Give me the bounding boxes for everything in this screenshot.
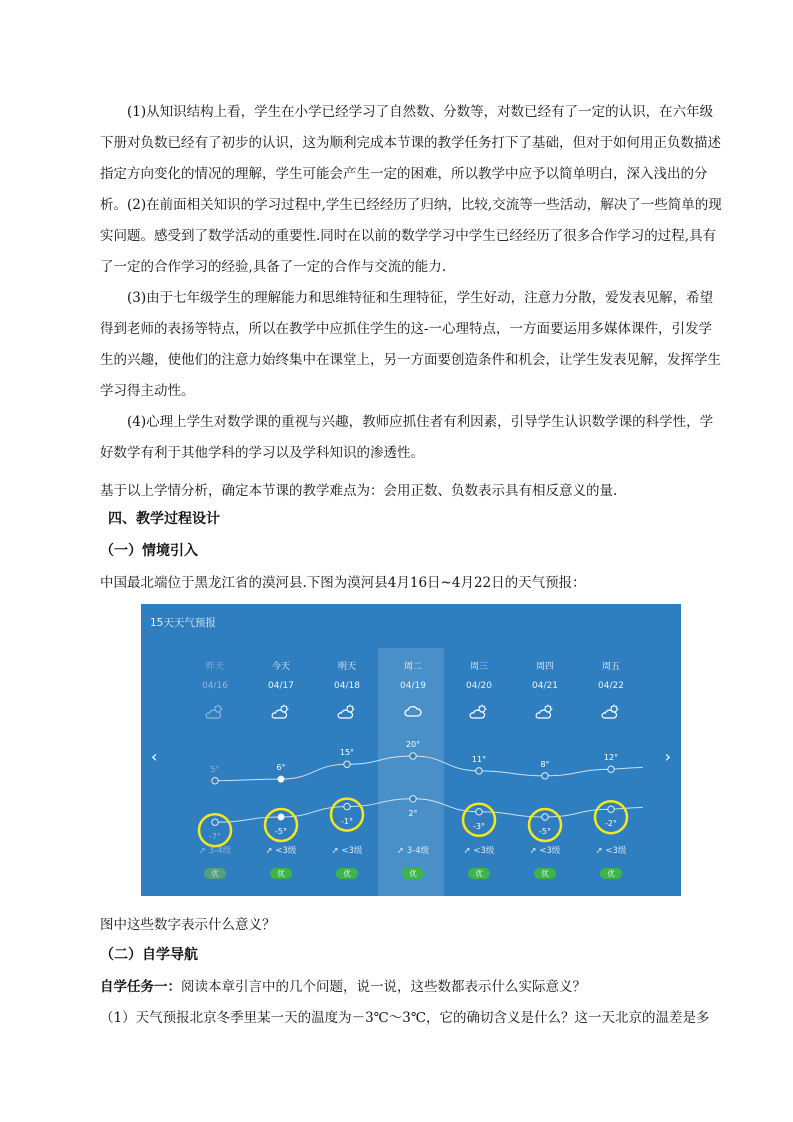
paragraph-1: (1)从知识结构上看，学生在小学已经学习了自然数、分数等，对数已经有了一定的认识，在六年级下册对负数已经有了初步的认识，这为顺利完成本节课的教学任务打下了基础，但对于如何用正负数描述指定方向变化的情况的理解，学生可能会产生一定的困难，所以教学中应予以简单明白，深入浅出的分析。 xyxy=(100,104,721,213)
air-quality-badge: 优 xyxy=(402,868,424,879)
wind-level: ➚ <3级 xyxy=(331,846,363,856)
low-temp-line-point xyxy=(344,803,350,809)
day-column xyxy=(248,659,314,691)
high-temp-label: 5° xyxy=(210,764,220,774)
high-temp-label: 12° xyxy=(603,753,619,763)
high-temp-label: 6° xyxy=(276,763,286,773)
intro-text: 中国最北端位于黑龙江省的漠河县.下图为漠河县4月16日~4月22日的天气预报： xyxy=(100,575,586,591)
air-quality-badge: 优 xyxy=(336,868,358,879)
day-name: 周三 xyxy=(469,662,488,672)
air-quality-badge: 优 xyxy=(270,868,292,879)
high-temp-line-point xyxy=(212,778,218,784)
task-label: 自学任务一： xyxy=(100,979,181,995)
high-temp-line-point xyxy=(542,773,548,779)
wind-level: ➚ <3级 xyxy=(595,846,627,856)
last-line: （1）天气预报北京冬季里某一天的温度为－3℃～3℃，它的确切含义是什么？这一天北京的温差是多 xyxy=(100,1010,710,1026)
day-date: 04/20 xyxy=(466,681,492,691)
paragraph-2: (2)在前面相关知识的学习过程中,学生已经经历了归纳，比较,交流等一些活动，解决了一些简单的现实问题。感受到了数学活动的重要性.同时在以前的数学学习中学生已经经历了很多合作学习的过程,具有了一定的合作学习的经验,具备了一定的合作与交流的能力. xyxy=(100,197,722,275)
low-temp-line-point xyxy=(278,814,284,820)
task-one xyxy=(100,975,586,995)
high-temp-label: 15° xyxy=(339,748,355,758)
low-temp-label: -5° xyxy=(275,827,287,836)
day-column xyxy=(182,659,248,691)
day-date: 04/19 xyxy=(400,681,426,691)
low-temp-line-point xyxy=(410,796,416,802)
prev-arrow-icon[interactable]: ‹ xyxy=(151,747,158,766)
day-date: 04/18 xyxy=(334,681,360,691)
day-date: 04/16 xyxy=(202,681,228,691)
low-temp-label: -3° xyxy=(473,821,485,831)
weather-forecast-image xyxy=(141,604,681,896)
high-temp-label: 8° xyxy=(540,759,550,769)
sub2-title: （二）自学导航 xyxy=(100,947,198,963)
high-temp-line-point xyxy=(476,768,482,774)
task-text: 阅读本章引言中的几个问题，说一说，这些数都表示什么实际意义？ xyxy=(181,979,586,995)
day-date: 04/17 xyxy=(268,681,294,691)
day-name: 明天 xyxy=(337,662,356,672)
paragraph-3: (3)由于七年级学生的理解能力和思维特征和生理特征，学生好动，注意力分散，爱发表见解，希望得到老师的表扬等特点，所以在教学中应抓住学生的这-一心理特点，一方面要运用多媒体课件，引发学生的兴趣，使他们的注意力始终集中在课堂上，另一方面要创造条件和机会，让学生发表见解，发挥学生学习得主动性。 xyxy=(100,290,721,399)
high-temp-line-point xyxy=(608,766,614,772)
day-column xyxy=(314,659,380,691)
day-column xyxy=(578,659,644,691)
low-temp-label: -5° xyxy=(539,827,551,836)
high-temp-line-point xyxy=(410,753,416,759)
sub1-title: （一）情境引入 xyxy=(100,543,198,559)
next-arrow-icon[interactable]: › xyxy=(664,747,671,766)
day-date: 04/22 xyxy=(598,681,624,691)
low-temp-line-point xyxy=(608,806,614,812)
wind-level: ➚ 3-4级 xyxy=(396,846,430,856)
day-name: 周五 xyxy=(601,662,620,672)
low-temp-label: -7° xyxy=(209,832,221,842)
forecast-title: 15天天气预报 xyxy=(150,617,216,629)
air-quality-badge: 优 xyxy=(600,868,622,879)
low-temp-line-point xyxy=(476,809,482,815)
wind-level: ➚ 3-4级 xyxy=(198,846,232,856)
day-column xyxy=(512,659,578,691)
low-temp-label: 2° xyxy=(408,808,418,818)
day-column xyxy=(380,659,446,691)
high-temp-line-point xyxy=(344,761,350,767)
wind-level: ➚ <3级 xyxy=(463,846,495,856)
low-temp-line-point xyxy=(212,819,218,825)
day-column xyxy=(446,659,512,691)
wind-level: ➚ <3级 xyxy=(529,846,561,856)
air-quality-badge: 优 xyxy=(534,868,556,879)
day-name: 周四 xyxy=(535,662,554,672)
section4-title: 四、教学过程设计 xyxy=(108,511,220,527)
high-temp-line-point xyxy=(278,776,284,782)
wind-level: ➚ <3级 xyxy=(265,846,297,856)
day-name: 周二 xyxy=(403,662,422,672)
day-name: 昨天 xyxy=(205,662,224,672)
summary-line: 基于以上学情分析，确定本节课的教学难点为：会用正数、负数表示具有相反意义的量. xyxy=(100,483,618,499)
air-quality-badge: 优 xyxy=(468,868,490,879)
air-quality-badge: 优 xyxy=(204,868,226,879)
low-temp-label: -1° xyxy=(341,816,353,826)
high-temp-label: 20° xyxy=(405,740,421,749)
question-text: 图中这些数字表示什么意义？ xyxy=(100,917,276,933)
day-date: 04/21 xyxy=(532,681,558,691)
low-temp-line-point xyxy=(542,814,548,820)
low-temp-label: -2° xyxy=(605,819,617,829)
paragraph-4: (4)心理上学生对数学课的重视与兴趣，教师应抓住者有利因素，引导学生认识数学课的科学性，学好数学有利于其他学科的学习以及学科知识的渗透性。 xyxy=(100,414,714,461)
high-temp-label: 11° xyxy=(471,754,487,764)
day-name: 今天 xyxy=(271,662,290,672)
